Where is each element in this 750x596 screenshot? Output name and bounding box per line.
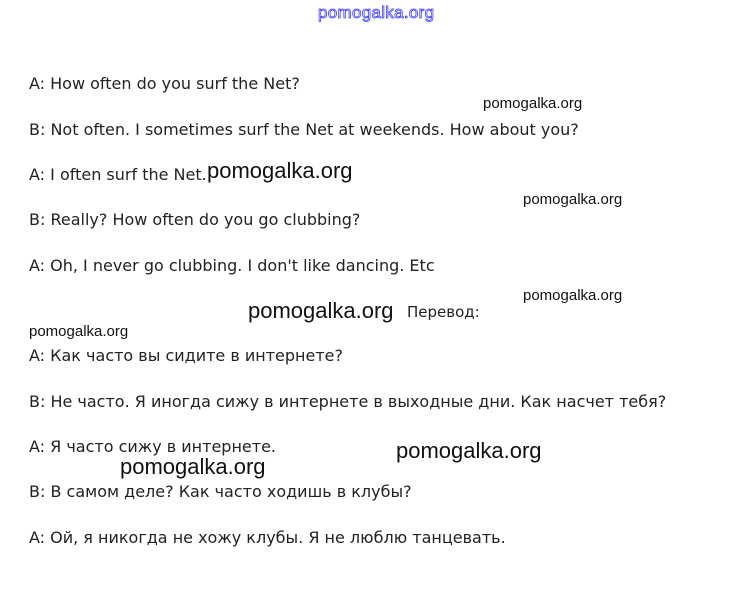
watermark-1: pomogalka.org — [483, 95, 583, 112]
watermark-8: pomogalka.org — [120, 454, 266, 479]
dialogue-line-ru-4: B: В самом деле? Как часто ходишь в клубы? — [29, 482, 412, 501]
dialogue-line-en-5: A: Oh, I never go clubbing. I don't like dancing. Etc — [29, 256, 435, 275]
watermark-6: pomogalka.org — [29, 323, 129, 340]
dialogue-line-en-4: B: Really? How often do you go clubbing? — [29, 210, 361, 229]
dialogue-line-en-2: B: Not often. I sometimes surf the Net at weekends. How about you? — [29, 120, 579, 139]
dialogue-line-en-1: A: How often do you surf the Net? — [29, 74, 300, 93]
watermark-2: pomogalka.org — [207, 158, 353, 183]
watermark-7: pomogalka.org — [396, 438, 542, 463]
translation-label: Перевод: — [407, 303, 480, 321]
watermark-5: pomogalka.org — [248, 298, 394, 323]
dialogue-line-ru-3: A: Я часто сижу в интернете. — [29, 437, 277, 456]
watermark-3: pomogalka.org — [523, 191, 623, 208]
dialogue-line-ru-5: A: Ой, я никогда не хожу клубы. Я не люблю танцевать. — [29, 528, 506, 547]
dialogue-line-ru-1: A: Как часто вы сидите в интернете? — [29, 346, 344, 365]
watermark-4: pomogalka.org — [523, 287, 623, 304]
dialogue-line-en-3: A: I often surf the Net. — [29, 165, 207, 184]
dialogue-line-ru-2: B: Не часто. Я иногда сижу в интернете в выходные дни. Как насчет тебя? — [29, 392, 667, 411]
header-watermark: pomogalka.org — [318, 3, 435, 22]
